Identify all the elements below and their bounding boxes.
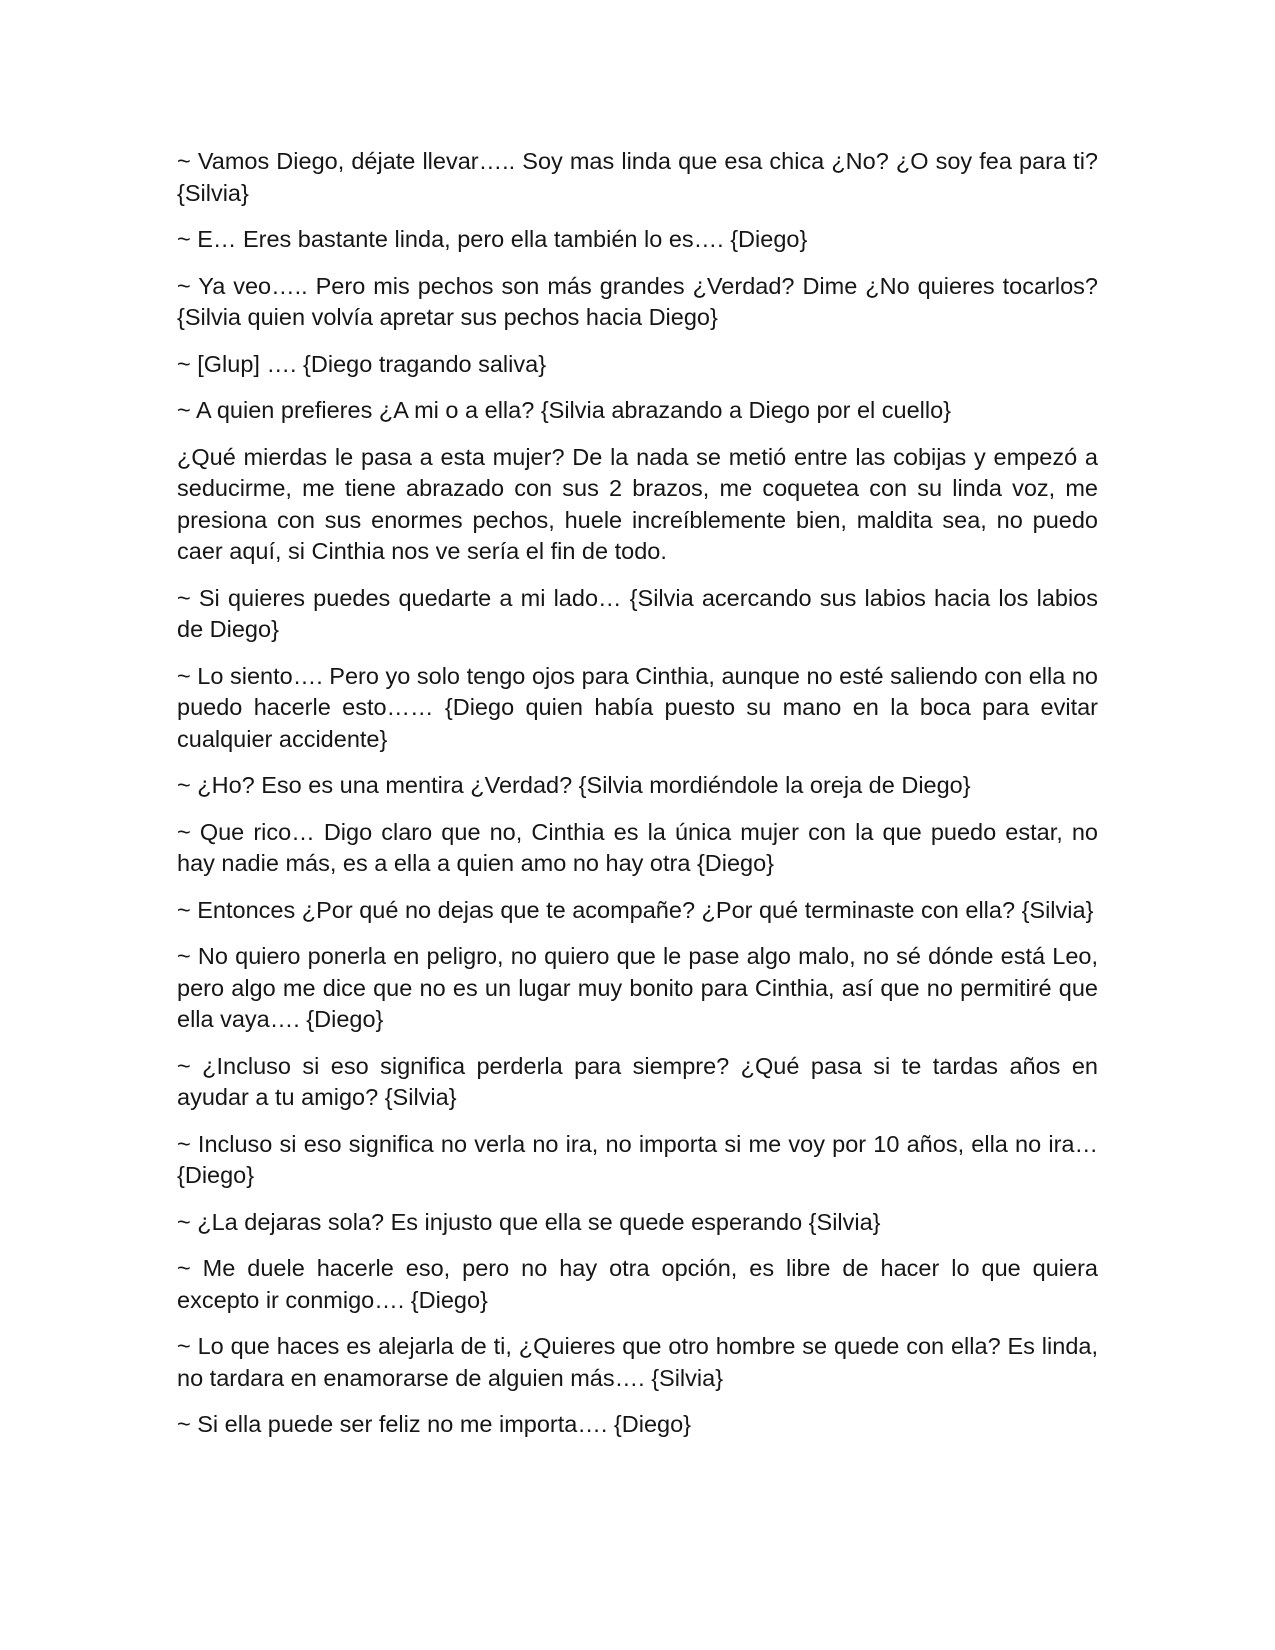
paragraph: ¿Qué mierdas le pasa a esta mujer? De la nada se metió entre las cobijas y empezó a seducirme, me tiene abrazado con sus 2 brazos, me coquetea con su linda voz, me presiona con sus enormes pechos, huele increíblemente bien, maldita sea, no puedo caer aquí, si Cinthia nos ve sería el fin de todo.: [177, 443, 1098, 564]
paragraph: ~ [Glup] …. {Diego tragando saliva}: [177, 350, 547, 377]
paragraph: ~ Me duele hacerle eso, pero no hay otra opción, es libre de hacer lo que quiera excepto ir conmigo…. {Diego}: [177, 1255, 1098, 1313]
paragraph: ~ Vamos Diego, déjate llevar….. Soy mas linda que esa chica ¿No? ¿O soy fea para ti? {Silvia}: [177, 148, 1098, 206]
paragraph: ~ E… Eres bastante linda, pero ella también lo es…. {Diego}: [177, 226, 808, 252]
paragraph: ~ Ya veo….. Pero mis pechos son más grandes ¿Verdad? Dime ¿No quieres tocarlos? {Silvia quien volvía apretar sus pechos hacia Diego}: [177, 272, 1098, 330]
paragraph: ~ Entonces ¿Por qué no dejas que te acompañe? ¿Por qué terminaste con ella? {Silvia}: [177, 896, 1094, 923]
paragraph: ~ A quien prefieres ¿A mi o a ella? {Silvia abrazando a Diego por el cuello}: [177, 397, 952, 423]
paragraph: ~ Lo siento…. Pero yo solo tengo ojos para Cinthia, aunque no esté saliendo con ella no puedo hacerle esto…… {Diego quien había puesto su mano en la boca para evitar cualquier accidente}: [177, 662, 1098, 752]
paragraph: ~ No quiero ponerla en peligro, no quiero que le pase algo malo, no sé dónde está Leo, pero algo me dice que no es un lugar muy bonito para Cinthia, así que no permitiré que ella vaya…. {Diego}: [177, 943, 1098, 1032]
paragraph: ~ ¿Ho? Eso es una mentira ¿Verdad? {Silvia mordiéndole la oreja de Diego}: [177, 772, 971, 798]
document-body: [177, 146, 1098, 1456]
paragraph: ~ ¿Incluso si eso significa perderla para siempre? ¿Qué pasa si te tardas años en ayudar a tu amigo? {Silvia}: [177, 1052, 1098, 1110]
paragraph: ~ Incluso si eso significa no verla no ira, no importa si me voy por 10 años, ella no ira… {Diego}: [177, 1130, 1098, 1188]
paragraph: ~ Si quieres puedes quedarte a mi lado… {Silvia acercando sus labios hacia los labios de Diego}: [177, 584, 1098, 642]
paragraph: ~ Que rico… Digo claro que no, Cinthia es la única mujer con la que puedo estar, no hay nadie más, es a ella a quien amo no hay otra {Diego}: [177, 818, 1098, 876]
paragraph: ~ ¿La dejaras sola? Es injusto que ella se quede esperando {Silvia}: [177, 1208, 881, 1235]
paragraph: ~ Si ella puede ser feliz no me importa…. {Diego}: [177, 1411, 692, 1437]
paragraph: ~ Lo que haces es alejarla de ti, ¿Quieres que otro hombre se quede con ella? Es linda, no tardara en enamorarse de alguien más…. {Silvia}: [177, 1333, 1098, 1391]
